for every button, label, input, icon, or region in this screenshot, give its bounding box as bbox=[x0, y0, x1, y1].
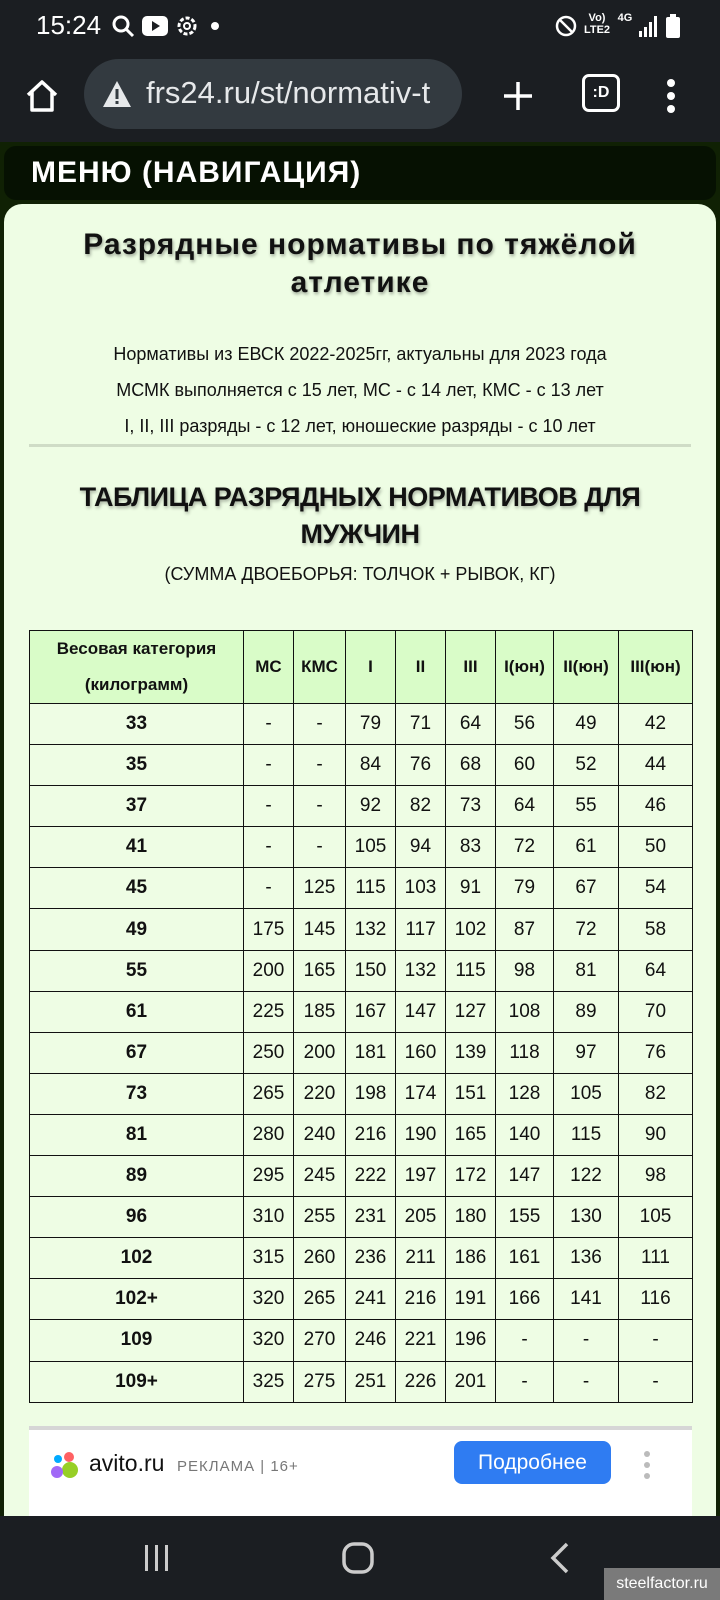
network-gen-label: 4G bbox=[617, 12, 633, 24]
avito-logo-icon bbox=[49, 1450, 79, 1480]
divider bbox=[29, 444, 691, 447]
norm-cell: 147 bbox=[396, 991, 446, 1032]
norm-cell: 132 bbox=[396, 950, 446, 991]
table-row bbox=[30, 1032, 693, 1073]
watermark: steelfactor.ru bbox=[604, 1568, 720, 1600]
weight-category-cell: 35 bbox=[30, 745, 244, 786]
norm-cell: - bbox=[294, 704, 346, 745]
norm-cell: 221 bbox=[396, 1320, 446, 1361]
ad-label: РЕКЛАМА | 16+ bbox=[177, 1458, 299, 1475]
table-row bbox=[30, 704, 693, 745]
norm-cell: 117 bbox=[396, 909, 446, 950]
norm-cell: 50 bbox=[619, 827, 693, 868]
ad-banner[interactable] bbox=[29, 1426, 692, 1516]
norm-cell: 76 bbox=[619, 1032, 693, 1073]
norm-cell: 165 bbox=[446, 1114, 496, 1155]
norm-cell: 60 bbox=[496, 745, 554, 786]
weight-category-cell: 49 bbox=[30, 909, 244, 950]
norm-cell: 320 bbox=[244, 1279, 294, 1320]
norm-cell: 145 bbox=[294, 909, 346, 950]
norm-cell: 220 bbox=[294, 1073, 346, 1114]
norm-cell: 200 bbox=[294, 1032, 346, 1073]
norm-cell: 275 bbox=[294, 1361, 346, 1402]
norm-cell: 116 bbox=[619, 1279, 693, 1320]
norm-cell: 70 bbox=[619, 991, 693, 1032]
norm-cell: 72 bbox=[496, 827, 554, 868]
norm-cell: - bbox=[244, 827, 294, 868]
norm-cell: 76 bbox=[396, 745, 446, 786]
norm-cell: 90 bbox=[619, 1114, 693, 1155]
norm-cell: 265 bbox=[244, 1073, 294, 1114]
norm-cell: 198 bbox=[346, 1073, 396, 1114]
weight-category-cell: 109 bbox=[30, 1320, 244, 1361]
norm-cell: 175 bbox=[244, 909, 294, 950]
tab-switcher-icon[interactable] bbox=[582, 74, 620, 112]
norm-cell: 139 bbox=[446, 1032, 496, 1073]
url-bar[interactable] bbox=[84, 59, 462, 129]
table-row bbox=[30, 868, 693, 909]
norm-cell: 103 bbox=[396, 868, 446, 909]
home-nav-icon[interactable] bbox=[336, 1536, 380, 1580]
norm-cell: 190 bbox=[396, 1114, 446, 1155]
ad-more-icon[interactable] bbox=[641, 1450, 653, 1480]
ad-details-button[interactable]: Подробнее bbox=[454, 1441, 611, 1484]
norm-cell: 245 bbox=[294, 1156, 346, 1197]
norm-cell: 185 bbox=[294, 991, 346, 1032]
table-row bbox=[30, 909, 693, 950]
content-card bbox=[4, 204, 716, 1516]
norm-cell: 197 bbox=[396, 1156, 446, 1197]
table-row bbox=[30, 1361, 693, 1402]
norm-cell: 240 bbox=[294, 1114, 346, 1155]
norm-cell: - bbox=[619, 1320, 693, 1361]
header-cell: I bbox=[346, 631, 396, 704]
norm-cell: 250 bbox=[244, 1032, 294, 1073]
norm-cell: 115 bbox=[554, 1114, 619, 1155]
norm-cell: 87 bbox=[496, 909, 554, 950]
norm-cell: 191 bbox=[446, 1279, 496, 1320]
url-text[interactable]: frs24.ru/st/normativ-t bbox=[146, 75, 431, 110]
header-cell: I(юн) bbox=[496, 631, 554, 704]
norm-cell: 226 bbox=[396, 1361, 446, 1402]
norm-cell: - bbox=[244, 745, 294, 786]
header-cell: III(юн) bbox=[619, 631, 693, 704]
new-tab-icon[interactable] bbox=[496, 74, 540, 118]
norm-cell: 111 bbox=[619, 1238, 693, 1279]
weight-category-cell: 102 bbox=[30, 1238, 244, 1279]
norm-cell: 72 bbox=[554, 909, 619, 950]
page-title: Разрядные нормативы по тяжёлой атлетике bbox=[83, 228, 637, 299]
norm-cell: 310 bbox=[244, 1197, 294, 1238]
norm-cell: 56 bbox=[496, 704, 554, 745]
norm-cell: 102 bbox=[446, 909, 496, 950]
norm-cell: - bbox=[294, 827, 346, 868]
table-row bbox=[30, 1156, 693, 1197]
table-row bbox=[30, 1073, 693, 1114]
norm-cell: 98 bbox=[496, 950, 554, 991]
norm-cell: 98 bbox=[619, 1156, 693, 1197]
weight-category-cell: 55 bbox=[30, 950, 244, 991]
norm-cell: 54 bbox=[619, 868, 693, 909]
table-row bbox=[30, 1320, 693, 1361]
norm-cell: - bbox=[554, 1320, 619, 1361]
norm-cell: 140 bbox=[496, 1114, 554, 1155]
norm-cell: 64 bbox=[446, 704, 496, 745]
norm-cell: 82 bbox=[396, 786, 446, 827]
norm-cell: 64 bbox=[496, 786, 554, 827]
norm-cell: 49 bbox=[554, 704, 619, 745]
table-row bbox=[30, 991, 693, 1032]
norm-cell: 127 bbox=[446, 991, 496, 1032]
signal-icon bbox=[638, 12, 660, 40]
norm-cell: 265 bbox=[294, 1279, 346, 1320]
weight-category-cell: 45 bbox=[30, 868, 244, 909]
header-cell: КМС bbox=[294, 631, 346, 704]
table-row bbox=[30, 1197, 693, 1238]
weight-category-cell: 37 bbox=[30, 786, 244, 827]
norm-cell: 82 bbox=[619, 1073, 693, 1114]
norm-cell: 196 bbox=[446, 1320, 496, 1361]
norm-cell: 167 bbox=[346, 991, 396, 1032]
table-row bbox=[30, 1279, 693, 1320]
search-icon bbox=[110, 12, 136, 40]
norm-cell: 132 bbox=[346, 909, 396, 950]
norm-cell: 150 bbox=[346, 950, 396, 991]
table-row bbox=[30, 745, 693, 786]
norm-cell: 115 bbox=[346, 868, 396, 909]
table-body bbox=[30, 704, 693, 1403]
table-row bbox=[30, 950, 693, 991]
table-row bbox=[30, 1114, 693, 1155]
norm-cell: 236 bbox=[346, 1238, 396, 1279]
norm-cell: 201 bbox=[446, 1361, 496, 1402]
norm-cell: 260 bbox=[294, 1238, 346, 1279]
norm-cell: 73 bbox=[446, 786, 496, 827]
recents-icon[interactable] bbox=[135, 1536, 179, 1580]
table-row bbox=[30, 1238, 693, 1279]
norm-cell: 255 bbox=[294, 1197, 346, 1238]
norm-cell: 84 bbox=[346, 745, 396, 786]
info-line: МСМК выполняется с 15 лет, МС - с 14 лет, КМС - с 13 лет bbox=[116, 380, 604, 400]
norm-cell: - bbox=[619, 1361, 693, 1402]
norm-cell: - bbox=[496, 1320, 554, 1361]
table-row bbox=[30, 827, 693, 868]
norm-cell: 79 bbox=[496, 868, 554, 909]
norm-cell: - bbox=[294, 745, 346, 786]
norm-cell: 251 bbox=[346, 1361, 396, 1402]
browser-toolbar bbox=[0, 52, 720, 142]
norm-cell: 172 bbox=[446, 1156, 496, 1197]
norm-cell: 231 bbox=[346, 1197, 396, 1238]
norm-cell: 151 bbox=[446, 1073, 496, 1114]
norm-cell: 320 bbox=[244, 1320, 294, 1361]
battery-icon bbox=[664, 12, 682, 40]
norm-cell: 180 bbox=[446, 1197, 496, 1238]
weight-category-cell: 41 bbox=[30, 827, 244, 868]
norm-cell: 71 bbox=[396, 704, 446, 745]
norm-cell: 181 bbox=[346, 1032, 396, 1073]
table-header-row bbox=[30, 631, 693, 704]
table-title: ТАБЛИЦА РАЗРЯДНЫХ НОРМАТИВОВ ДЛЯ МУЖЧИН bbox=[79, 482, 641, 549]
weight-category-cell: 109+ bbox=[30, 1361, 244, 1402]
norm-cell: - bbox=[554, 1361, 619, 1402]
norm-cell: 42 bbox=[619, 704, 693, 745]
norm-cell: 166 bbox=[496, 1279, 554, 1320]
norm-cell: 315 bbox=[244, 1238, 294, 1279]
norm-cell: 125 bbox=[294, 868, 346, 909]
norm-cell: 246 bbox=[346, 1320, 396, 1361]
norm-cell: 205 bbox=[396, 1197, 446, 1238]
settings-icon bbox=[174, 12, 200, 40]
weight-category-cell: 96 bbox=[30, 1197, 244, 1238]
info-line: I, II, III разряды - с 12 лет, юношеские разряды - с 10 лет bbox=[124, 416, 596, 436]
do-not-disturb-icon bbox=[553, 12, 579, 40]
weight-category-cell: 61 bbox=[30, 991, 244, 1032]
norm-cell: 97 bbox=[554, 1032, 619, 1073]
norm-cell: 44 bbox=[619, 745, 693, 786]
norm-cell: 108 bbox=[496, 991, 554, 1032]
norm-cell: - bbox=[244, 786, 294, 827]
norm-cell: 216 bbox=[346, 1114, 396, 1155]
system-nav-bar bbox=[0, 1516, 720, 1600]
weight-category-cell: 73 bbox=[30, 1073, 244, 1114]
table-subtitle: (СУММА ДВОЕБОРЬЯ: ТОЛЧОК + РЫВОК, КГ) bbox=[164, 564, 556, 584]
norm-cell: - bbox=[294, 786, 346, 827]
norm-cell: 211 bbox=[396, 1238, 446, 1279]
norm-cell: 68 bbox=[446, 745, 496, 786]
youtube-icon bbox=[141, 12, 169, 40]
norm-cell: 165 bbox=[294, 950, 346, 991]
norm-cell: - bbox=[496, 1361, 554, 1402]
norm-cell: 241 bbox=[346, 1279, 396, 1320]
norm-cell: 52 bbox=[554, 745, 619, 786]
norm-cell: 147 bbox=[496, 1156, 554, 1197]
norm-cell: 325 bbox=[244, 1361, 294, 1402]
tab-switcher-label: :D bbox=[592, 84, 610, 101]
status-bar bbox=[0, 0, 720, 52]
header-cell: III bbox=[446, 631, 496, 704]
norm-cell: 136 bbox=[554, 1238, 619, 1279]
info-line: Нормативы из ЕВСК 2022-2025гг, актуальны для 2023 года bbox=[113, 344, 607, 364]
norm-cell: 200 bbox=[244, 950, 294, 991]
table-row bbox=[30, 786, 693, 827]
norm-cell: 64 bbox=[619, 950, 693, 991]
weight-category-cell: 102+ bbox=[30, 1279, 244, 1320]
norm-cell: 46 bbox=[619, 786, 693, 827]
norm-cell: 270 bbox=[294, 1320, 346, 1361]
header-cell: II(юн) bbox=[554, 631, 619, 704]
norm-cell: 160 bbox=[396, 1032, 446, 1073]
norm-cell: 122 bbox=[554, 1156, 619, 1197]
norms-table bbox=[29, 630, 693, 1403]
norm-cell: 186 bbox=[446, 1238, 496, 1279]
header-cell: Весовая категория (килограмм) bbox=[30, 631, 244, 704]
norm-cell: 67 bbox=[554, 868, 619, 909]
back-icon[interactable] bbox=[538, 1536, 582, 1580]
network-label: Vo) LTE2 bbox=[583, 12, 611, 36]
norm-cell: 216 bbox=[396, 1279, 446, 1320]
more-icon[interactable] bbox=[656, 74, 686, 118]
norm-cell: 61 bbox=[554, 827, 619, 868]
norm-cell: 105 bbox=[619, 1197, 693, 1238]
norm-cell: 130 bbox=[554, 1197, 619, 1238]
norm-cell: 222 bbox=[346, 1156, 396, 1197]
norm-cell: 225 bbox=[244, 991, 294, 1032]
norm-cell: - bbox=[244, 868, 294, 909]
norm-cell: - bbox=[244, 704, 294, 745]
menu-navigation[interactable] bbox=[4, 146, 716, 200]
norm-cell: 105 bbox=[346, 827, 396, 868]
status-time: 15:24 bbox=[36, 10, 102, 40]
norm-cell: 115 bbox=[446, 950, 496, 991]
header-cell: II bbox=[396, 631, 446, 704]
norm-cell: 81 bbox=[554, 950, 619, 991]
weight-category-cell: 33 bbox=[30, 704, 244, 745]
norm-cell: 155 bbox=[496, 1197, 554, 1238]
warning-icon[interactable] bbox=[102, 79, 132, 109]
norm-cell: 79 bbox=[346, 704, 396, 745]
weight-category-cell: 67 bbox=[30, 1032, 244, 1073]
norm-cell: 280 bbox=[244, 1114, 294, 1155]
norm-cell: 58 bbox=[619, 909, 693, 950]
norm-cell: 92 bbox=[346, 786, 396, 827]
norm-cell: 83 bbox=[446, 827, 496, 868]
dot-icon bbox=[210, 12, 220, 40]
norm-cell: 89 bbox=[554, 991, 619, 1032]
header-cell: МС bbox=[244, 631, 294, 704]
web-page bbox=[0, 142, 720, 1516]
norm-cell: 55 bbox=[554, 786, 619, 827]
norm-cell: 128 bbox=[496, 1073, 554, 1114]
norm-cell: 141 bbox=[554, 1279, 619, 1320]
norm-cell: 118 bbox=[496, 1032, 554, 1073]
home-icon[interactable] bbox=[20, 74, 64, 118]
weight-category-cell: 81 bbox=[30, 1114, 244, 1155]
norm-cell: 94 bbox=[396, 827, 446, 868]
weight-category-cell: 89 bbox=[30, 1156, 244, 1197]
norm-cell: 174 bbox=[396, 1073, 446, 1114]
norm-cell: 295 bbox=[244, 1156, 294, 1197]
norm-cell: 105 bbox=[554, 1073, 619, 1114]
norm-cell: 91 bbox=[446, 868, 496, 909]
norm-cell: 161 bbox=[496, 1238, 554, 1279]
ad-name[interactable]: avito.ru bbox=[89, 1450, 165, 1476]
menu-label[interactable]: МЕНЮ (НАВИГАЦИЯ) bbox=[31, 156, 362, 189]
